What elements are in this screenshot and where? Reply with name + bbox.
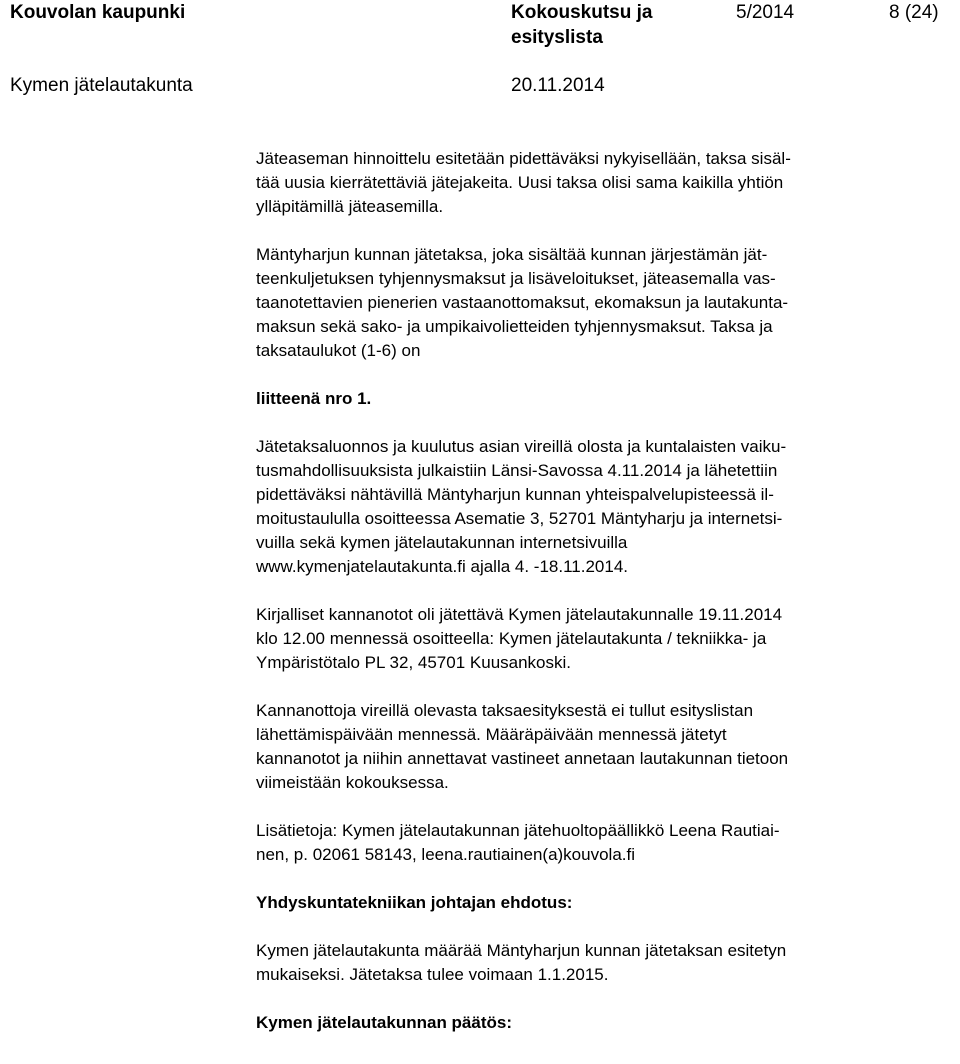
- text-line: kannanotot ja niihin annettavat vastineet annetaan lautakunnan tietoon: [256, 749, 789, 768]
- header-issue: 5/2014: [736, 2, 795, 23]
- decision-heading: Kymen jätelautakunnan päätös:: [256, 1013, 513, 1032]
- document-body: [256, 147, 936, 1035]
- header-doc-type-line1: Kokouskutsu ja: [511, 2, 653, 23]
- paragraph-draft-announcement: [256, 435, 936, 579]
- text-line: Kirjalliset kannanotot oli jätettävä Kymen jätelautakunnalle 19.11.2014: [256, 605, 783, 624]
- paragraph-waste-tariff: [256, 243, 936, 363]
- text-line: pidettäväksi nähtävillä Mäntyharjun kunnan yhteispalvelupisteessä il-: [256, 485, 774, 504]
- text-line: www.kymenjatelautakunta.fi ajalla 4. -18.11.2014.: [256, 557, 629, 576]
- text-line: lähettämispäivään mennessä. Määräpäivään mennessä jätetyt: [256, 725, 727, 744]
- paragraph-proposal: [256, 939, 936, 987]
- text-line: taanotettavien pienerien vastaanottomaksut, ekomaksun ja lautakunta-: [256, 293, 789, 312]
- header-doc-type-line2: esityslista: [511, 27, 603, 48]
- header-date: 20.11.2014: [511, 75, 605, 96]
- text-line: mukaiseksi. Jätetaksa tulee voimaan 1.1.2015.: [256, 965, 609, 984]
- text-line: Jäteaseman hinnoittelu esitetään pidettäväksi nykyisellään, taksa sisäl-: [256, 149, 791, 168]
- text-line: moitustaululla osoitteessa Asematie 3, 52701 Mäntyharju ja internetsi-: [256, 509, 783, 528]
- header-committee: Kymen jätelautakunta: [10, 75, 193, 96]
- text-line: tää uusia kierrätettäviä jätejakeita. Uusi taksa olisi sama kaikilla yhtiön: [256, 173, 784, 192]
- text-line: ylläpitämillä jäteasemilla.: [256, 197, 444, 216]
- text-line: Jätetaksaluonnos ja kuulutus asian vireillä olosta ja kuntalaisten vaiku-: [256, 437, 787, 456]
- text-line: vuilla sekä kymen jätelautakunnan internetsivuilla: [256, 533, 628, 552]
- text-line: Kymen jätelautakunta määrää Mäntyharjun kunnan jätetaksan esitetyn: [256, 941, 787, 960]
- text-line: klo 12.00 mennessä osoitteella: Kymen jätelautakunta / tekniikka- ja: [256, 629, 767, 648]
- proposal-heading: Yhdyskuntatekniikan johtajan ehdotus:: [256, 893, 573, 912]
- text-line: Kannanottoja vireillä olevasta taksaesityksestä ei tullut esityslistan: [256, 701, 754, 720]
- text-line: viimeistään kokouksessa.: [256, 773, 449, 792]
- paragraph-written-statements: [256, 603, 936, 675]
- text-line: nen, p. 02061 58143, leena.rautiainen(a)kouvola.fi: [256, 845, 636, 864]
- paragraph-statements-received: [256, 699, 936, 795]
- text-line: teenkuljetuksen tyhjennysmaksut ja lisäveloitukset, jäteasemalla vas-: [256, 269, 776, 288]
- header-org: Kouvolan kaupunki: [10, 2, 186, 23]
- attachment-reference: liitteenä nro 1.: [256, 389, 372, 408]
- header-page: 8 (24): [889, 2, 939, 23]
- paragraph-waste-station-pricing: [256, 147, 936, 219]
- text-line: Ympäristötalo PL 32, 45701 Kuusankoski.: [256, 653, 572, 672]
- text-line: Lisätietoja: Kymen jätelautakunnan jätehuoltopäällikkö Leena Rautiai-: [256, 821, 780, 840]
- paragraph-contact-info: [256, 819, 936, 867]
- text-line: tusmahdollisuuksista julkaistiin Länsi-Savossa 4.11.2014 ja lähetettiin: [256, 461, 778, 480]
- text-line: taksataulukot (1-6) on: [256, 341, 421, 360]
- text-line: Mäntyharjun kunnan jätetaksa, joka sisältää kunnan järjestämän jät-: [256, 245, 768, 264]
- text-line: maksun sekä sako- ja umpikaivolietteiden tyhjennysmaksut. Taksa ja: [256, 317, 773, 336]
